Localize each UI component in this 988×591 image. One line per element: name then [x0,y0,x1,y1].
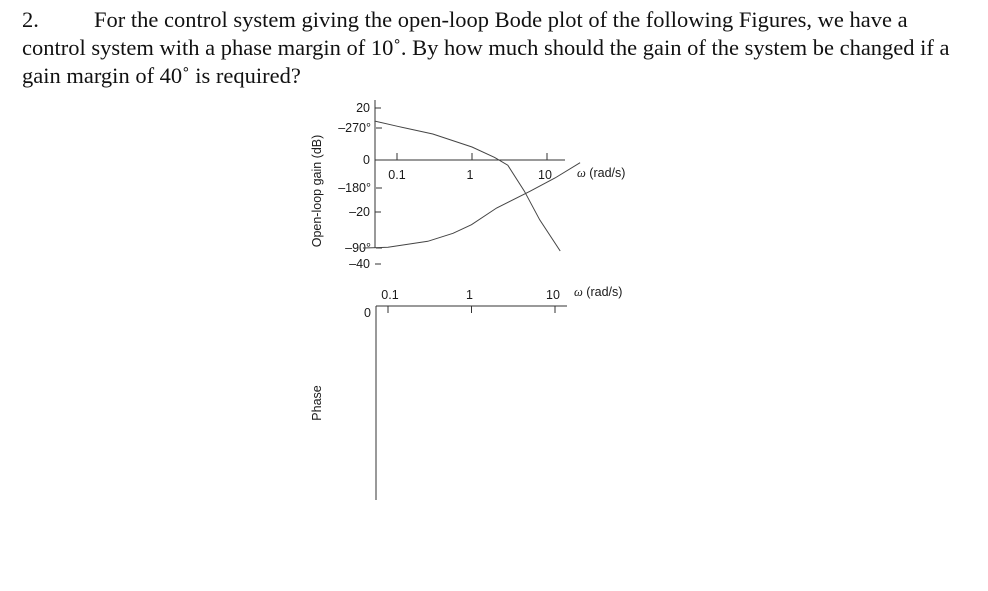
gain-x-tick-label: 0.1 [388,168,406,182]
phase-x-axis-label: ω (rad/s) [574,285,623,299]
phase-y-tick-label: 0 [364,306,371,320]
gain-y-tick-label: –40 [349,257,370,271]
phase-x-tick-label: 10 [546,288,560,302]
gain-y-tick-label: 0 [363,153,370,167]
question-number: 2. [22,7,39,32]
phase-y-axis-label: Phase [310,385,324,421]
gain-x-axis-label: ω (rad/s) [577,166,626,180]
omega-symbol: ω [574,285,583,299]
question-text: For the control system giving the open-loop Bode plot of the following Figures, we have a control system with a phase margin of 10˚. By how much should the gain of the system be changed if a gain margin of 40˚ is required? [22,7,950,88]
gain-curve [374,121,560,251]
gain-x-tick-label: 1 [466,168,474,182]
gain-y-tick-label: –20 [349,205,370,219]
phase-x-tick-label: 0.1 [381,288,399,302]
phase-y-tick-label: –180° [338,181,371,195]
phase-y-tick-label: –270° [338,121,371,135]
phase-y-tick-label: –90° [345,241,371,255]
gain-y-axis-label: Open-loop gain (dB) [310,134,324,248]
gain-x-tick-label: 10 [538,168,552,182]
gain-y-tick-label: 20 [356,101,370,115]
omega-symbol: ω [577,166,586,180]
phase-x-tick-label: 1 [466,288,473,302]
